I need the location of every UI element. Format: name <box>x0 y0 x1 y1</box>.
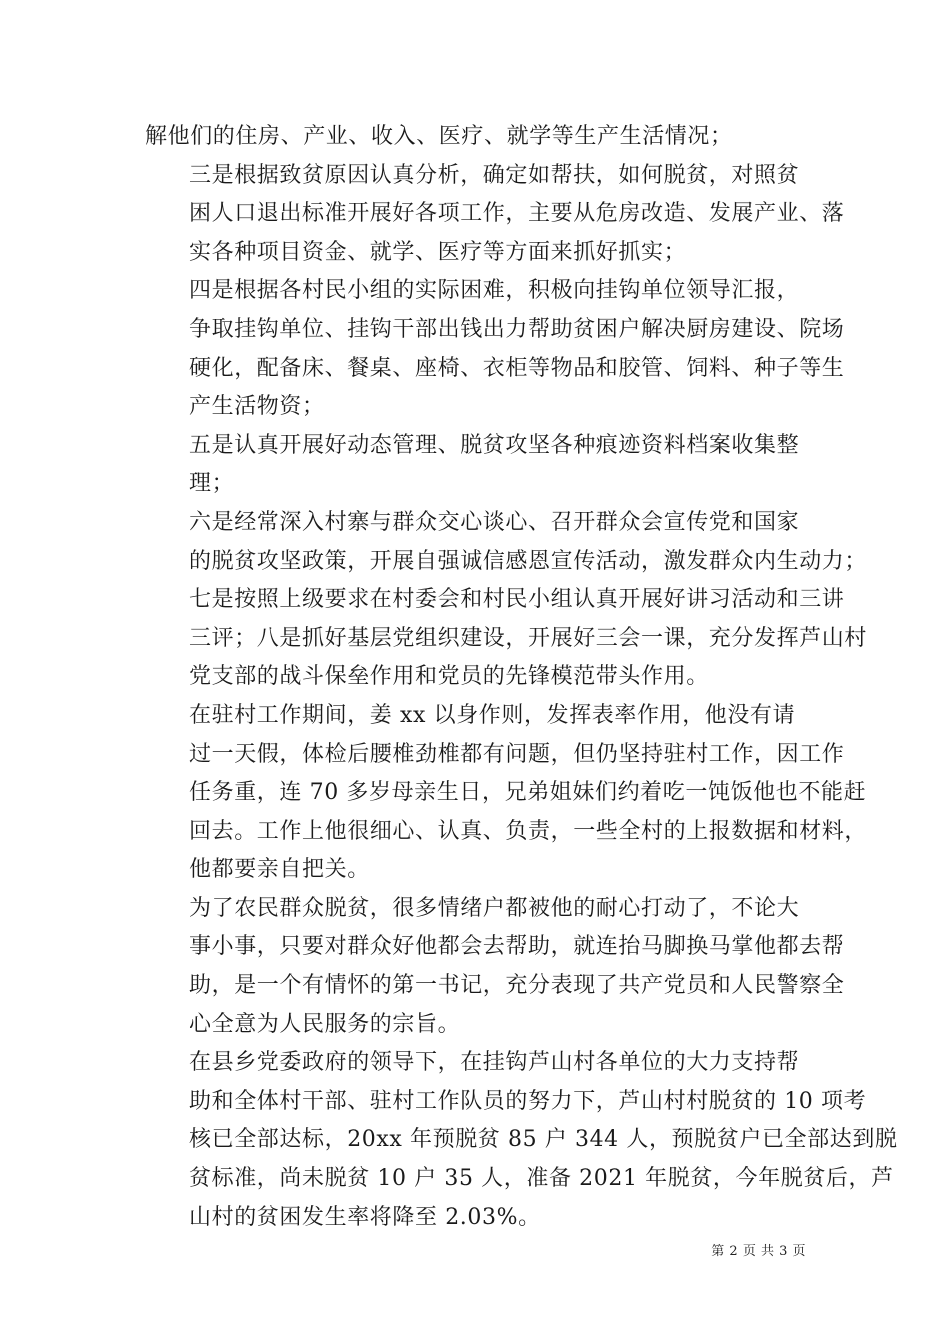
text-line: 五是认真开展好动态管理、脱贫攻坚各种痕迹资料档案收集整 <box>189 432 800 458</box>
text-line: 核已全部达标，20xx 年预脱贫 85 户 344 人，预脱贫户已全部达到脱 <box>189 1127 898 1153</box>
document-body <box>145 118 898 1237</box>
text-line: 四是根据各村民小组的实际困难，积极向挂钩单位领导汇报， <box>189 278 800 304</box>
paragraph-continued <box>145 118 809 157</box>
text-line: 在县乡党委政府的领导下，在挂钩芦山村各单位的大力支持帮 <box>189 1050 800 1076</box>
paragraph-period <box>145 697 868 890</box>
text-line: 七是按照上级要求在村委会和村民小组认真开展好讲习活动和三讲 <box>189 587 845 613</box>
paragraph-five <box>145 427 809 504</box>
text-line: 贫标准，尚未脱贫 10 户 35 人，准备 2021 年脱贫，今年脱贫后，芦 <box>189 1166 894 1192</box>
text-line: 在驻村工作期间，姜 xx 以身作则，发挥表率作用，他没有请 <box>189 702 796 728</box>
paragraph-six <box>145 504 868 697</box>
text-line: 心全意为人民服务的宗旨。 <box>189 1011 461 1037</box>
text-line: 硬化，配备床、餐桌、座椅、衣柜等物品和胶管、饲料、种子等生 <box>189 355 845 381</box>
text-line: 过一天假，体检后腰椎劲椎都有问题，但仍坚持驻村工作，因工作 <box>189 741 845 767</box>
text-line: 助和全体村干部、驻村工作队员的努力下，芦山村村脱贫的 10 项考 <box>189 1088 867 1114</box>
text-line: 为了农民群众脱贫，很多情绪户都被他的耐心打动了，不论大 <box>189 895 800 921</box>
text-line: 三评；八是抓好基层党组织建设，开展好三会一课，充分发挥芦山村 <box>189 625 868 651</box>
page-number-footer: 第 2 页 共 3 页 <box>711 1244 806 1259</box>
paragraph-three <box>145 157 845 273</box>
text-line: 的脱贫攻坚政策，开展自强诚信感恩宣传活动，激发群众内生动力； <box>189 548 868 574</box>
paragraph-leadership <box>145 1044 898 1237</box>
paragraph-four <box>145 272 845 426</box>
text-line: 产生活物资； <box>189 394 325 420</box>
text-line: 困人口退出标准开展好各项工作，主要从危房改造、发展产业、落 <box>189 201 845 227</box>
text-line: 实各种项目资金、就学、医疗等方面来抓好抓实； <box>189 239 687 265</box>
text-line: 事小事，只要对群众好他都会去帮助，就连抬马脚换马掌他都去帮 <box>189 934 845 960</box>
paragraph-farmers <box>145 890 845 1044</box>
text-line: 三是根据致贫原因认真分析，确定如帮扶，如何脱贫，对照贫 <box>189 162 800 188</box>
text-line: 助，是一个有情怀的第一书记，充分表现了共产党员和人民警察全 <box>189 973 845 999</box>
text-line: 解他们的住房、产业、收入、医疗、就学等生产生活情况； <box>145 124 733 149</box>
text-line: 任务重，连 70 多岁母亲生日，兄弟姐妹们约着吃一饨饭他也不能赶 <box>189 780 867 806</box>
text-line: 六是经常深入村寨与群众交心谈心、召开群众会宣传党和国家 <box>189 509 800 535</box>
text-line: 党支部的战斗保垒作用和党员的先锋模范带头作用。 <box>189 664 709 690</box>
text-line: 回去。工作上他很细心、认真、负责，一些全村的上报数据和材料， <box>189 818 868 844</box>
text-line: 理； <box>189 471 235 497</box>
text-line: 争取挂钩单位、挂钩干部出钱出力帮助贫困户解决厨房建设、院场 <box>189 316 845 342</box>
text-line: 他都要亲自把关。 <box>189 857 370 883</box>
text-line: 山村的贫困发生率将降至 2.03%。 <box>189 1204 541 1230</box>
